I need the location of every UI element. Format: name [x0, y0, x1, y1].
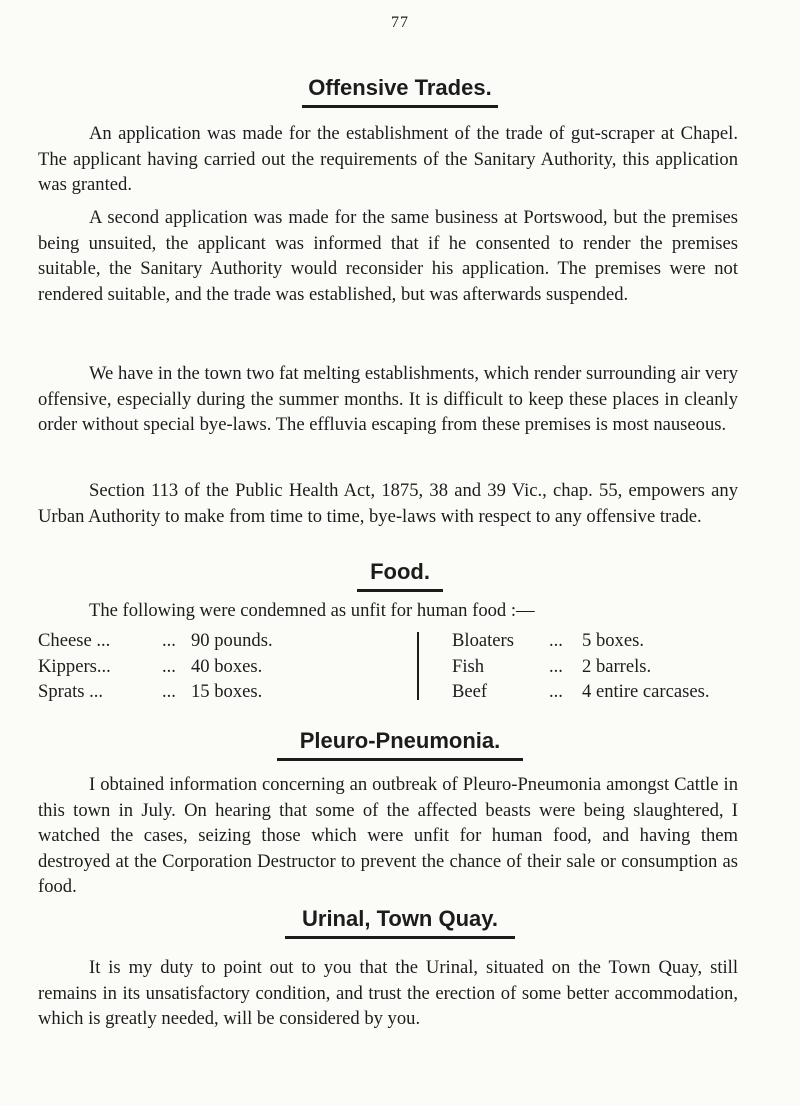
food-dots: ... [549, 655, 563, 677]
heading-underline [357, 589, 443, 592]
food-dots: ... [549, 681, 563, 702]
paragraph-gut-scraper: An application was made for the establishment of the trade of gut-scraper at Chapel. The applicant having carried out the requirements of the Sanitary Authority, this application was granted. [38, 123, 738, 195]
column-divider [417, 632, 419, 700]
food-quantity: 5 boxes. [582, 630, 644, 651]
food-dots: ... [162, 655, 176, 677]
paragraph-urinal: It is my duty to point out to you that the Urinal, situated on the Town Quay, still remains in its unsatisfactory condition, and trust the erection of some better accommodation, which is greatly needed, will be considered by you. [38, 957, 738, 1029]
food-quantity: 15 boxes. [191, 681, 263, 702]
heading-underline [285, 936, 515, 939]
food-item: Fish [452, 655, 485, 677]
paragraph-pleuro-pneumonia: I obtained information concerning an outbreak of Pleuro-Pneumonia amongst Cattle in this town in July. On hearing that some of the affected beasts were being slaughtered, I watched the cases, seizing those which were unfit for human food, and having them destroyed at the Corporation Destructor to prevent the chance of their sale or consumption as food. [38, 774, 738, 897]
paragraph-fat-melting: We have in the town two fat melting establishments, which render surrounding air very offensive, especially during the summer months. It is difficult to keep these places in cleanly order without special bye-laws. The effluvia escaping from these premises is most nauseous. [38, 363, 738, 435]
page-number: 77 [391, 14, 409, 31]
food-intro: The following were condemned as unfit for human food :— [89, 600, 535, 621]
heading-urinal-town-quay-text: Urinal, Town Quay. [302, 906, 498, 931]
paragraph-portswood: A second application was made for the same business at Portswood, but the premises being unsuited, the applicant was informed that if he consented to render the premises suitable, the Sanitary Authority would reconsider his application. The premises were not rendered suitable, and the trade was established, but was afterwards suspended. [38, 207, 738, 305]
food-item: Beef [452, 681, 488, 702]
condemned-food-table [38, 628, 758, 704]
food-item: Bloaters [452, 630, 514, 651]
heading-food-text: Food. [370, 559, 430, 584]
food-row [38, 679, 378, 705]
food-row [452, 654, 758, 680]
heading-pleuro-pneumonia-text: Pleuro-Pneumonia. [299, 728, 501, 753]
food-item: Cheese ... [38, 630, 111, 651]
food-row [452, 628, 758, 654]
food-quantity: 40 boxes. [191, 655, 263, 677]
food-row [38, 628, 378, 654]
food-dots: ... [162, 681, 176, 702]
food-row [452, 679, 758, 705]
food-dots: ... [549, 630, 563, 651]
food-quantity: 2 barrels. [582, 655, 652, 677]
food-quantity: 90 pounds. [191, 630, 273, 651]
heading-offensive-trades [0, 75, 800, 108]
heading-offensive-trades-text: Offensive Trades. [308, 75, 492, 100]
food-item: Kippers... [38, 655, 111, 677]
food-column-right [452, 628, 758, 705]
food-dots: ... [162, 630, 176, 651]
heading-pleuro-pneumonia [0, 728, 800, 761]
heading-urinal-town-quay [0, 906, 800, 939]
heading-underline [277, 758, 523, 761]
food-row [38, 654, 378, 680]
food-item: Sprats ... [38, 681, 104, 702]
heading-food [0, 559, 800, 592]
food-quantity: 4 entire carcases. [582, 681, 710, 702]
food-column-left [38, 628, 378, 705]
heading-underline [302, 105, 498, 108]
paragraph-public-health-act: Section 113 of the Public Health Act, 1875, 38 and 39 Vic., chap. 55, empowers any Urban Authority to make from time to time, bye-laws with respect to any offensive trade. [38, 480, 738, 527]
